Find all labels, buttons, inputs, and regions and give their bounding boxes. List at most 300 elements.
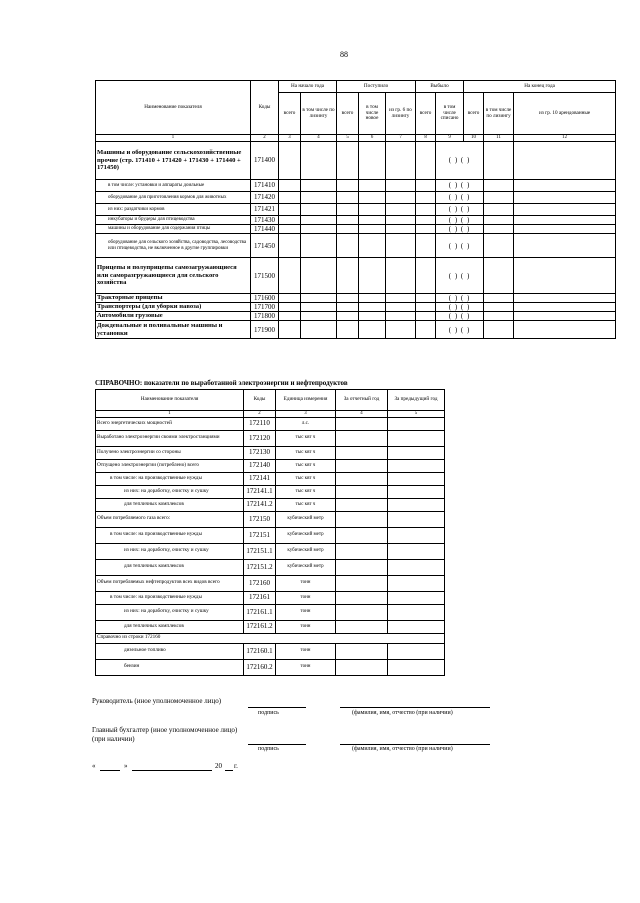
value-cell[interactable] bbox=[514, 234, 616, 258]
head-sign-line[interactable] bbox=[248, 707, 306, 708]
table-row bbox=[96, 180, 616, 192]
ref-table-row bbox=[96, 430, 445, 446]
value-cell[interactable] bbox=[301, 204, 337, 216]
value-cell[interactable] bbox=[301, 142, 337, 180]
table-row bbox=[96, 204, 616, 216]
ref-row-name: в том числе: на производственные нужды bbox=[96, 591, 244, 604]
ref-value-cell[interactable] bbox=[388, 527, 445, 543]
ref-row-name: из них: на доработку, очистку и сушку bbox=[96, 485, 244, 498]
accountant-label: Главный бухгалтер (иное уполномоченное лицо) (при наличии) bbox=[92, 726, 238, 744]
value-cell[interactable] bbox=[416, 321, 436, 339]
accountant-name-caption: (фамилия, имя, отчество (при наличии) bbox=[352, 746, 453, 752]
value-cell[interactable] bbox=[514, 225, 616, 234]
ref-row-unit: кубический метр bbox=[276, 559, 336, 575]
hdr-end-year: На конец года bbox=[464, 81, 616, 93]
ref-row-code: 172160.1 bbox=[244, 643, 276, 659]
ref-value-cell[interactable] bbox=[336, 472, 388, 485]
page-number: 88 bbox=[340, 50, 348, 59]
retired-paren-cell[interactable]: ( ) ( ) bbox=[436, 321, 484, 339]
col-number: 8 bbox=[416, 135, 436, 142]
ref-row-unit: л.с. bbox=[276, 417, 336, 430]
value-cell[interactable] bbox=[514, 192, 616, 204]
table-row bbox=[96, 312, 616, 321]
ref-row-code: 172161.2 bbox=[244, 620, 276, 633]
head-name-line[interactable] bbox=[340, 707, 490, 708]
ref-value-cell[interactable] bbox=[388, 459, 445, 472]
ref-value-cell[interactable] bbox=[336, 459, 388, 472]
value-cell[interactable] bbox=[279, 142, 301, 180]
accountant-name-line[interactable] bbox=[340, 744, 490, 745]
value-cell[interactable] bbox=[514, 142, 616, 180]
retired-paren-cell[interactable]: ( ) ( ) bbox=[436, 234, 484, 258]
row-code: 171450 bbox=[251, 234, 279, 258]
value-cell[interactable] bbox=[416, 258, 436, 294]
row-name: из них: раздатчики кормов bbox=[96, 204, 251, 216]
head-sign-caption: подпись bbox=[258, 710, 279, 716]
value-cell[interactable] bbox=[301, 258, 337, 294]
ref-hdr-codes: Коды bbox=[244, 390, 276, 411]
value-cell[interactable] bbox=[484, 225, 514, 234]
table-row bbox=[96, 294, 616, 303]
ref-row-unit: тонн bbox=[276, 620, 336, 633]
ref-table-row bbox=[96, 591, 445, 604]
ref-col-number: 4 bbox=[336, 411, 388, 418]
value-cell[interactable] bbox=[386, 142, 416, 180]
ref-value-cell[interactable] bbox=[388, 575, 445, 591]
ref-row-name: из них: на доработку, очистку и сушку bbox=[96, 604, 244, 620]
value-cell[interactable] bbox=[386, 294, 416, 303]
value-cell[interactable] bbox=[337, 303, 359, 312]
table-row bbox=[96, 303, 616, 312]
ref-row-code: 172161 bbox=[244, 591, 276, 604]
column-numbers-row bbox=[96, 135, 616, 142]
ref-row-name: Объем потребляемых нефтепродуктов всех видов всего bbox=[96, 575, 244, 591]
value-cell[interactable] bbox=[337, 142, 359, 180]
col-number: 2 bbox=[251, 135, 279, 142]
ref-row-code: 172160.2 bbox=[244, 659, 276, 675]
ref-table-row bbox=[96, 459, 445, 472]
value-cell[interactable] bbox=[337, 192, 359, 204]
value-cell[interactable] bbox=[386, 180, 416, 192]
value-cell[interactable] bbox=[359, 192, 386, 204]
ref-row-code: 172150 bbox=[244, 511, 276, 527]
value-cell[interactable] bbox=[386, 204, 416, 216]
value-cell[interactable] bbox=[416, 180, 436, 192]
ref-value-cell[interactable] bbox=[336, 659, 388, 675]
value-cell[interactable] bbox=[386, 258, 416, 294]
ref-value-cell[interactable] bbox=[388, 511, 445, 527]
ref-table-row bbox=[96, 604, 445, 620]
value-cell[interactable] bbox=[484, 234, 514, 258]
ref-row-unit: тыс квт ч bbox=[276, 430, 336, 446]
ref-value-cell[interactable] bbox=[336, 485, 388, 498]
ref-row-name: Всего энергетических мощностей bbox=[96, 417, 244, 430]
value-cell[interactable] bbox=[301, 225, 337, 234]
value-cell[interactable] bbox=[279, 258, 301, 294]
head-name-caption: (фамилия, имя, отчество (при наличии) bbox=[352, 710, 453, 716]
col-number: 1 bbox=[96, 135, 251, 142]
ref-row-code: 172151 bbox=[244, 527, 276, 543]
ref-value-cell[interactable] bbox=[336, 559, 388, 575]
ref-table-row bbox=[96, 446, 445, 459]
ref-hdr-report-year: За отчетный год bbox=[336, 390, 388, 411]
ref-table-row bbox=[96, 417, 445, 430]
value-cell[interactable] bbox=[359, 294, 386, 303]
hdr-total: всего bbox=[279, 93, 301, 135]
retired-paren-cell[interactable]: ( ) ( ) bbox=[436, 225, 484, 234]
ref-row-name: дизельное топливо bbox=[96, 643, 244, 659]
table-row bbox=[96, 258, 616, 294]
hdr-name: Наименование показателя bbox=[96, 81, 251, 135]
ref-table-row bbox=[96, 659, 445, 675]
ref-value-cell[interactable] bbox=[388, 559, 445, 575]
row-name: оборудование для приготовления кормов для животных bbox=[96, 192, 251, 204]
ref-row-code: 172110 bbox=[244, 417, 276, 430]
date-day-line[interactable] bbox=[100, 770, 120, 771]
value-cell[interactable] bbox=[337, 234, 359, 258]
value-cell[interactable] bbox=[386, 321, 416, 339]
table-row bbox=[96, 142, 616, 180]
value-cell[interactable] bbox=[416, 225, 436, 234]
value-cell[interactable] bbox=[484, 192, 514, 204]
ref-value-cell[interactable] bbox=[336, 498, 388, 511]
retired-paren-cell[interactable]: ( ) ( ) bbox=[436, 258, 484, 294]
retired-paren-cell[interactable]: ( ) ( ) bbox=[436, 294, 484, 303]
value-cell[interactable] bbox=[514, 216, 616, 225]
value-cell[interactable] bbox=[514, 303, 616, 312]
value-cell[interactable] bbox=[386, 225, 416, 234]
col-number: 9 bbox=[436, 135, 464, 142]
ref-table-row bbox=[96, 527, 445, 543]
ref-row-unit: тыс квт ч bbox=[276, 459, 336, 472]
table-row bbox=[96, 216, 616, 225]
ref-row-code: 172141.2 bbox=[244, 498, 276, 511]
value-cell[interactable] bbox=[337, 258, 359, 294]
ref-value-cell[interactable] bbox=[388, 604, 445, 620]
value-cell[interactable] bbox=[301, 180, 337, 192]
ref-row-name: для тепличных комплексов bbox=[96, 620, 244, 633]
hdr-total: всего bbox=[337, 93, 359, 135]
ref-row-unit: тонн bbox=[276, 591, 336, 604]
ref-table-row bbox=[96, 485, 445, 498]
value-cell[interactable] bbox=[386, 234, 416, 258]
hdr-total: всего bbox=[416, 93, 436, 135]
value-cell[interactable] bbox=[514, 180, 616, 192]
value-cell[interactable] bbox=[416, 234, 436, 258]
value-cell[interactable] bbox=[279, 321, 301, 339]
value-cell[interactable] bbox=[514, 204, 616, 216]
ref-value-cell[interactable] bbox=[388, 417, 445, 430]
retired-paren-cell[interactable]: ( ) ( ) bbox=[436, 142, 484, 180]
value-cell[interactable] bbox=[386, 303, 416, 312]
col-number: 5 bbox=[337, 135, 359, 142]
value-cell[interactable] bbox=[301, 303, 337, 312]
ref-value-cell[interactable] bbox=[336, 643, 388, 659]
ref-row-name: в том числе: на производственные нужды bbox=[96, 527, 244, 543]
accountant-sign-caption: подпись bbox=[258, 746, 279, 752]
value-cell[interactable] bbox=[386, 192, 416, 204]
value-cell[interactable] bbox=[484, 312, 514, 321]
retired-paren-cell[interactable]: ( ) ( ) bbox=[436, 204, 484, 216]
value-cell[interactable] bbox=[416, 294, 436, 303]
ref-value-cell[interactable] bbox=[388, 498, 445, 511]
value-cell[interactable] bbox=[279, 225, 301, 234]
ref-hdr-unit: Единица измерения bbox=[276, 390, 336, 411]
ref-value-cell[interactable] bbox=[388, 643, 445, 659]
value-cell[interactable] bbox=[514, 294, 616, 303]
value-cell[interactable] bbox=[279, 234, 301, 258]
row-name: инкубаторы и брудеры для птицеводства bbox=[96, 216, 251, 225]
value-cell[interactable] bbox=[359, 258, 386, 294]
col-number: 12 bbox=[514, 135, 616, 142]
ref-row-name: Получено электроэнергии со стороны bbox=[96, 446, 244, 459]
main-table bbox=[95, 80, 616, 339]
ref-table-row bbox=[96, 543, 445, 559]
date-month-line[interactable] bbox=[132, 770, 212, 771]
hdr-incl-written-off: в том числе списано bbox=[436, 93, 464, 135]
value-cell[interactable] bbox=[301, 234, 337, 258]
row-name: Транспортеры (для уборки навоза) bbox=[96, 303, 251, 312]
value-cell[interactable] bbox=[359, 321, 386, 339]
ref-table-row bbox=[96, 511, 445, 527]
row-code: 171400 bbox=[251, 142, 279, 180]
value-cell[interactable] bbox=[484, 294, 514, 303]
value-cell[interactable] bbox=[416, 303, 436, 312]
hdr-of-col6: из гр. 6 по лизингу bbox=[386, 93, 416, 135]
ref-row-unit: кубический метр bbox=[276, 511, 336, 527]
ref-row-code: 172130 bbox=[244, 446, 276, 459]
ref-value-cell[interactable] bbox=[388, 620, 445, 633]
ref-table-row bbox=[96, 575, 445, 591]
ref-row-name: бензин bbox=[96, 659, 244, 675]
value-cell[interactable] bbox=[337, 225, 359, 234]
date-quote-open: « bbox=[92, 762, 96, 770]
ref-value-cell[interactable] bbox=[336, 604, 388, 620]
value-cell[interactable] bbox=[359, 303, 386, 312]
value-cell[interactable] bbox=[337, 204, 359, 216]
value-cell[interactable] bbox=[484, 321, 514, 339]
value-cell[interactable] bbox=[386, 216, 416, 225]
row-code: 171900 bbox=[251, 321, 279, 339]
hdr-incl-leasing: в том числе по лизингу bbox=[301, 93, 337, 135]
ref-table-row bbox=[96, 633, 445, 643]
ref-row-name: Выработано электроэнергии своими электростанциями bbox=[96, 430, 244, 446]
ref-col-number: 1 bbox=[96, 411, 244, 418]
row-code: 171600 bbox=[251, 294, 279, 303]
value-cell[interactable] bbox=[301, 294, 337, 303]
value-cell[interactable] bbox=[337, 321, 359, 339]
ref-table-row bbox=[96, 643, 445, 659]
row-name: машины и оборудование для содержания птицы bbox=[96, 225, 251, 234]
date-year-prefix: 20 bbox=[215, 762, 222, 770]
ref-table-row bbox=[96, 498, 445, 511]
ref-row-name: для тепличных комплексов bbox=[96, 559, 244, 575]
hdr-codes: Коды bbox=[251, 81, 279, 135]
hdr-incl-new: в том числе новое bbox=[359, 93, 386, 135]
table-row bbox=[96, 321, 616, 339]
ref-row-code: 172161.1 bbox=[244, 604, 276, 620]
ref-row-name: Справочно из строки 172160 bbox=[96, 633, 445, 643]
ref-row-name: для тепличных комплексов bbox=[96, 498, 244, 511]
ref-row-unit: кубический метр bbox=[276, 543, 336, 559]
ref-row-unit: тыс квт ч bbox=[276, 485, 336, 498]
ref-value-cell[interactable] bbox=[336, 591, 388, 604]
value-cell[interactable] bbox=[359, 204, 386, 216]
hdr-incl-leasing-end: в том числе по лизингу bbox=[484, 93, 514, 135]
hdr-total: всего bbox=[464, 93, 484, 135]
ref-value-cell[interactable] bbox=[388, 591, 445, 604]
value-cell[interactable] bbox=[279, 303, 301, 312]
retired-paren-cell[interactable]: ( ) ( ) bbox=[436, 216, 484, 225]
retired-paren-cell[interactable]: ( ) ( ) bbox=[436, 312, 484, 321]
col-number: 10 bbox=[464, 135, 484, 142]
ref-value-cell[interactable] bbox=[388, 446, 445, 459]
value-cell[interactable] bbox=[484, 180, 514, 192]
value-cell[interactable] bbox=[359, 234, 386, 258]
ref-table-row bbox=[96, 620, 445, 633]
ref-row-unit: тонн bbox=[276, 575, 336, 591]
ref-value-cell[interactable] bbox=[388, 485, 445, 498]
ref-value-cell[interactable] bbox=[336, 417, 388, 430]
ref-value-cell[interactable] bbox=[336, 430, 388, 446]
value-cell[interactable] bbox=[416, 204, 436, 216]
ref-value-cell[interactable] bbox=[336, 620, 388, 633]
value-cell[interactable] bbox=[416, 312, 436, 321]
row-code: 171440 bbox=[251, 225, 279, 234]
value-cell[interactable] bbox=[279, 204, 301, 216]
ref-row-code: 172141.1 bbox=[244, 485, 276, 498]
value-cell[interactable] bbox=[337, 294, 359, 303]
value-cell[interactable] bbox=[301, 192, 337, 204]
ref-value-cell[interactable] bbox=[336, 446, 388, 459]
table-row bbox=[96, 225, 616, 234]
ref-row-code: 172151.2 bbox=[244, 559, 276, 575]
row-name: Автомобили грузовые bbox=[96, 312, 251, 321]
row-name: Тракторные прицепы bbox=[96, 294, 251, 303]
date-year-line[interactable] bbox=[225, 770, 233, 771]
ref-table-row bbox=[96, 472, 445, 485]
value-cell[interactable] bbox=[301, 321, 337, 339]
value-cell[interactable] bbox=[337, 180, 359, 192]
ref-value-cell[interactable] bbox=[388, 472, 445, 485]
date-quote-close: » bbox=[124, 762, 128, 770]
value-cell[interactable] bbox=[301, 312, 337, 321]
ref-value-cell[interactable] bbox=[388, 543, 445, 559]
value-cell[interactable] bbox=[359, 225, 386, 234]
value-cell[interactable] bbox=[337, 312, 359, 321]
ref-row-unit: кубический метр bbox=[276, 527, 336, 543]
row-code: 171500 bbox=[251, 258, 279, 294]
accountant-sign-line[interactable] bbox=[248, 744, 306, 745]
ref-value-cell[interactable] bbox=[336, 575, 388, 591]
value-cell[interactable] bbox=[484, 204, 514, 216]
ref-row-unit: тыс квт ч bbox=[276, 446, 336, 459]
hdr-of-col10: из гр. 10 арендованные bbox=[514, 93, 616, 135]
value-cell[interactable] bbox=[484, 142, 514, 180]
row-name: Прицепы и полуприцепы самозагружающиеся или саморазгружающиеся для сельского хозяйства bbox=[96, 258, 251, 294]
ref-value-cell[interactable] bbox=[336, 543, 388, 559]
row-name: в том числе: установки и аппараты доильные bbox=[96, 180, 251, 192]
col-number: 3 bbox=[279, 135, 301, 142]
value-cell[interactable] bbox=[386, 312, 416, 321]
ref-row-code: 172140 bbox=[244, 459, 276, 472]
value-cell[interactable] bbox=[514, 321, 616, 339]
value-cell[interactable] bbox=[359, 312, 386, 321]
value-cell[interactable] bbox=[484, 258, 514, 294]
value-cell[interactable] bbox=[416, 192, 436, 204]
value-cell[interactable] bbox=[337, 216, 359, 225]
ref-row-unit: тонн bbox=[276, 604, 336, 620]
date-g: г. bbox=[234, 762, 238, 770]
ref-row-unit: тонн bbox=[276, 659, 336, 675]
ref-value-cell[interactable] bbox=[388, 659, 445, 675]
value-cell[interactable] bbox=[279, 216, 301, 225]
ref-row-name: Объем потребляемого газа всего: bbox=[96, 511, 244, 527]
value-cell[interactable] bbox=[484, 303, 514, 312]
ref-col-number: 3 bbox=[276, 411, 336, 418]
value-cell[interactable] bbox=[514, 258, 616, 294]
ref-row-code: 172160 bbox=[244, 575, 276, 591]
col-number: 7 bbox=[386, 135, 416, 142]
retired-paren-cell[interactable]: ( ) ( ) bbox=[436, 180, 484, 192]
value-cell[interactable] bbox=[301, 216, 337, 225]
col-number: 4 bbox=[301, 135, 337, 142]
value-cell[interactable] bbox=[416, 216, 436, 225]
ref-value-cell[interactable] bbox=[388, 430, 445, 446]
value-cell[interactable] bbox=[484, 216, 514, 225]
ref-row-unit: тыс квт ч bbox=[276, 472, 336, 485]
hdr-retired: Выбыло bbox=[416, 81, 464, 93]
value-cell[interactable] bbox=[279, 312, 301, 321]
value-cell[interactable] bbox=[416, 142, 436, 180]
ref-row-code: 172120 bbox=[244, 430, 276, 446]
retired-paren-cell[interactable]: ( ) ( ) bbox=[436, 303, 484, 312]
row-code: 171430 bbox=[251, 216, 279, 225]
value-cell[interactable] bbox=[359, 142, 386, 180]
hdr-received: Поступило bbox=[337, 81, 416, 93]
reference-table bbox=[95, 389, 445, 676]
row-name: оборудование для сельского хозяйства, садоводства, лесоводства или птицеводства, не включенное в другие группировки bbox=[96, 234, 251, 258]
retired-paren-cell[interactable]: ( ) ( ) bbox=[436, 192, 484, 204]
value-cell[interactable] bbox=[279, 294, 301, 303]
table-row bbox=[96, 192, 616, 204]
ref-row-code: 172141 bbox=[244, 472, 276, 485]
ref-table-row bbox=[96, 559, 445, 575]
row-name: Дождевальные и поливальные машины и установки bbox=[96, 321, 251, 339]
row-code: 171410 bbox=[251, 180, 279, 192]
ref-value-cell[interactable] bbox=[336, 511, 388, 527]
ref-row-unit: тонн bbox=[276, 643, 336, 659]
ref-table-title: СПРАВОЧНО: показатели по выработанной электроэнергии и нефтепродуктов bbox=[95, 379, 348, 387]
row-code: 171800 bbox=[251, 312, 279, 321]
ref-row-code: 172151.1 bbox=[244, 543, 276, 559]
ref-col-number: 5 bbox=[388, 411, 445, 418]
ref-row-name: Отпущено электроэнергии (потреблено) всего bbox=[96, 459, 244, 472]
ref-hdr-name: Наименование показателя bbox=[96, 390, 244, 411]
value-cell[interactable] bbox=[279, 180, 301, 192]
col-number: 11 bbox=[484, 135, 514, 142]
col-number: 6 bbox=[359, 135, 386, 142]
row-name: Машины и оборудование сельскохозяйственные прочие (стр. 171410 + 171420 + 171430 + 171440 + 171450) bbox=[96, 142, 251, 180]
row-code: 171421 bbox=[251, 204, 279, 216]
value-cell[interactable] bbox=[279, 192, 301, 204]
value-cell[interactable] bbox=[359, 180, 386, 192]
value-cell[interactable] bbox=[359, 216, 386, 225]
ref-row-name: в том числе: на производственные нужды bbox=[96, 472, 244, 485]
ref-value-cell[interactable] bbox=[336, 527, 388, 543]
value-cell[interactable] bbox=[514, 312, 616, 321]
row-code: 171700 bbox=[251, 303, 279, 312]
